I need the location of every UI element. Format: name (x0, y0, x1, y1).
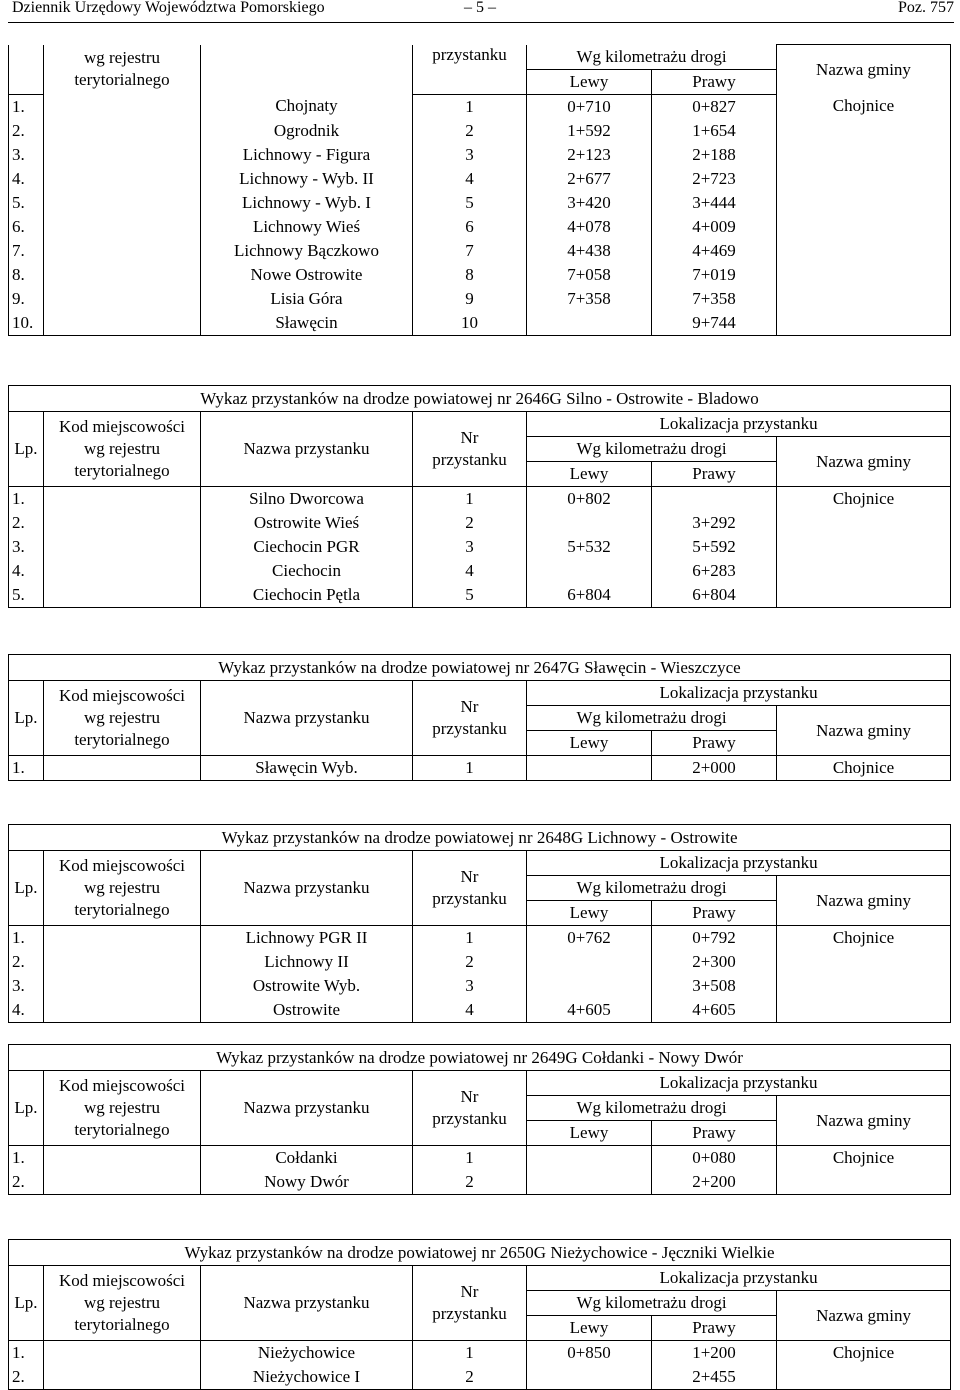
nr-header (413, 1071, 527, 1146)
cell-name: Silno Dworcowa (201, 487, 413, 512)
cell-lp: 2. (9, 1170, 44, 1195)
cell-prawy: 1+654 (652, 119, 777, 143)
kod-header-cont (44, 45, 201, 95)
table-row (9, 950, 951, 974)
cell-name: Lichnowy II (201, 950, 413, 974)
table-row (9, 167, 951, 191)
cell-gmina (777, 119, 951, 143)
cell-gmina: Chojnice (777, 926, 951, 951)
cell-name: Lichnowy Wieś (201, 215, 413, 239)
cell-kod (44, 926, 201, 951)
cell-prawy: 4+605 (652, 998, 777, 1023)
stops-table (8, 385, 950, 608)
cell-kod (44, 287, 201, 311)
cell-prawy: 7+019 (652, 263, 777, 287)
lp-header: Lp. (9, 851, 44, 926)
kod-line: terytorialnego (74, 70, 170, 90)
kod-line: terytorialnego (74, 730, 170, 749)
gmina-header: Nazwa gminy (777, 437, 951, 487)
cell-lp: 1. (9, 487, 44, 512)
kod-line: wg rejestru (83, 878, 160, 897)
lewy-header: Lewy (527, 1316, 652, 1341)
kod-line: Kod miejscowości (58, 856, 186, 875)
cell-nr: 1 (413, 1146, 527, 1171)
cell-nr: 4 (413, 559, 527, 583)
cell-gmina (777, 311, 951, 336)
kod-line: wg rejestru (83, 439, 160, 458)
cell-nr: 2 (413, 1365, 527, 1390)
table-title: Wykaz przystanków na drodze powiatowej nr 2647G Sławęcin - Wieszczyce (9, 655, 951, 681)
gmina-header: Nazwa gminy (777, 1291, 951, 1341)
kod-line: Kod miejscowości (58, 686, 186, 705)
nr-line: przystanku (432, 450, 507, 469)
cell-prawy: 0+827 (652, 94, 777, 119)
gmina-header: Nazwa gminy (777, 706, 951, 756)
cell-name: Nowy Dwór (201, 1170, 413, 1195)
cell-kod (44, 191, 201, 215)
cell-name: Ogrodnik (201, 119, 413, 143)
cell-lp: 3. (9, 535, 44, 559)
table-row (9, 311, 951, 336)
cell-name: Nowe Ostrowite (201, 263, 413, 287)
cell-lewy: 1+592 (527, 119, 652, 143)
cell-gmina: Chojnice (777, 94, 951, 119)
cell-lewy: 4+438 (527, 239, 652, 263)
cell-name: Ciechocin (201, 559, 413, 583)
kod-line: wg rejestru (83, 1098, 160, 1117)
page-header (0, 0, 960, 22)
cell-gmina (777, 239, 951, 263)
kod-header (44, 681, 201, 756)
cell-nr: 5 (413, 583, 527, 608)
cell-kod (44, 950, 201, 974)
cell-kod (44, 215, 201, 239)
cell-gmina (777, 559, 951, 583)
cell-name: Nieżychowice I (201, 1365, 413, 1390)
cell-lewy: 0+710 (527, 94, 652, 119)
prawy-header: Prawy (652, 901, 777, 926)
cell-lewy: 4+605 (527, 998, 652, 1023)
cell-nr: 7 (413, 239, 527, 263)
kod-line: terytorialnego (74, 461, 170, 480)
nr-line: przystanku (432, 719, 507, 738)
name-header: Nazwa przystanku (201, 1071, 413, 1146)
lp-header: Lp. (9, 1071, 44, 1146)
cell-gmina (777, 263, 951, 287)
cell-lp: 9. (9, 287, 44, 311)
cell-name: Cołdanki (201, 1146, 413, 1171)
cell-lewy (527, 1146, 652, 1171)
cell-nr: 10 (413, 311, 527, 336)
cell-lp: 1. (9, 1341, 44, 1366)
cell-kod (44, 487, 201, 512)
cell-gmina (777, 191, 951, 215)
table-row (9, 583, 951, 608)
cell-prawy: 3+508 (652, 974, 777, 998)
table-row (9, 143, 951, 167)
nr-line: przystanku (432, 1109, 507, 1128)
lp-header: Lp. (9, 412, 44, 487)
cell-kod (44, 1341, 201, 1366)
kod-header (44, 412, 201, 487)
cell-prawy: 4+469 (652, 239, 777, 263)
cell-lp: 4. (9, 167, 44, 191)
cell-lewy: 3+420 (527, 191, 652, 215)
cell-prawy: 2+000 (652, 756, 777, 781)
cell-nr: 4 (413, 167, 527, 191)
cell-gmina (777, 143, 951, 167)
km-header: Wg kilometrażu drogi (527, 706, 777, 731)
cell-name: Lichnowy - Figura (201, 143, 413, 167)
cell-nr: 1 (413, 926, 527, 951)
cell-gmina (777, 511, 951, 535)
cell-nr: 1 (413, 94, 527, 119)
lewy-header: Lewy (527, 901, 652, 926)
lp-header: Lp. (9, 1266, 44, 1341)
cell-name: Ostrowite (201, 998, 413, 1023)
cell-kod (44, 239, 201, 263)
cell-name: Sławęcin Wyb. (201, 756, 413, 781)
kod-header (44, 1266, 201, 1341)
cell-lewy: 6+804 (527, 583, 652, 608)
cell-nr: 4 (413, 998, 527, 1023)
table-row (9, 263, 951, 287)
cell-lewy (527, 511, 652, 535)
cell-prawy: 2+300 (652, 950, 777, 974)
cell-kod (44, 535, 201, 559)
cell-kod (44, 143, 201, 167)
gmina-header: Nazwa gminy (777, 1096, 951, 1146)
table-row (9, 215, 951, 239)
lewy-header: Lewy (527, 1121, 652, 1146)
cell-name: Lichnowy Bączkowo (201, 239, 413, 263)
cell-lp: 2. (9, 511, 44, 535)
lp-header-cont-2 (9, 69, 44, 94)
cell-lewy (527, 1170, 652, 1195)
table-row (9, 998, 951, 1023)
km-header: Wg kilometrażu drogi (527, 437, 777, 462)
table-row (9, 756, 951, 781)
cell-gmina (777, 974, 951, 998)
cell-lp: 5. (9, 191, 44, 215)
cell-lewy (527, 950, 652, 974)
cell-lp: 4. (9, 559, 44, 583)
lp-header: Lp. (9, 681, 44, 756)
km-header: Wg kilometrażu drogi (527, 876, 777, 901)
cell-prawy: 3+292 (652, 511, 777, 535)
cell-lp: 1. (9, 756, 44, 781)
cell-nr: 3 (413, 974, 527, 998)
kod-line: wg rejestru (83, 1293, 160, 1312)
table-row (9, 1341, 951, 1366)
header-rule (8, 22, 954, 23)
table-title: Wykaz przystanków na drodze powiatowej nr 2650G Nieżychowice - Jęczniki Wielkie (9, 1240, 951, 1266)
prawy-header: Prawy (652, 462, 777, 487)
cell-gmina (777, 215, 951, 239)
cell-nr: 2 (413, 950, 527, 974)
cell-nr: 6 (413, 215, 527, 239)
cell-nr: 5 (413, 191, 527, 215)
nr-line: przystanku (432, 1304, 507, 1323)
cell-lp: 6. (9, 215, 44, 239)
cell-lp: 2. (9, 1365, 44, 1390)
cell-lp: 5. (9, 583, 44, 608)
cell-lp: 8. (9, 263, 44, 287)
stops-table (8, 1044, 950, 1195)
location-header: Lokalizacja przystanku (527, 1266, 951, 1291)
nr-line: Nr (460, 428, 479, 447)
nr-line: Nr (460, 1282, 479, 1301)
cell-nr: 9 (413, 287, 527, 311)
name-header-cont (201, 45, 413, 95)
cell-kod (44, 583, 201, 608)
cell-prawy: 6+283 (652, 559, 777, 583)
cell-nr: 3 (413, 143, 527, 167)
cell-prawy: 9+744 (652, 311, 777, 336)
table-row (9, 287, 951, 311)
nr-header (413, 1266, 527, 1341)
table-row (9, 1170, 951, 1195)
cell-prawy: 7+358 (652, 287, 777, 311)
gmina-header: Nazwa gminy (777, 876, 951, 926)
nr-line: Nr (460, 867, 479, 886)
cell-gmina (777, 167, 951, 191)
cell-lewy: 4+078 (527, 215, 652, 239)
cell-kod (44, 559, 201, 583)
table-row (9, 511, 951, 535)
cell-name: Ciechocin PGR (201, 535, 413, 559)
stops-table (8, 824, 950, 1023)
location-header: Lokalizacja przystanku (527, 412, 951, 437)
table-title: Wykaz przystanków na drodze powiatowej nr 2649G Cołdanki - Nowy Dwór (9, 1045, 951, 1071)
cell-name: Sławęcin (201, 311, 413, 336)
nr-line: Nr (460, 697, 479, 716)
table-title: Wykaz przystanków na drodze powiatowej nr 2646G Silno - Ostrowite - Bladowo (9, 386, 951, 412)
nr-header (413, 412, 527, 487)
cell-name: Ostrowite Wyb. (201, 974, 413, 998)
table-row (9, 239, 951, 263)
table-title: Wykaz przystanków na drodze powiatowej nr 2648G Lichnowy - Ostrowite (9, 825, 951, 851)
cell-name: Lichnowy PGR II (201, 926, 413, 951)
cell-lewy: 0+762 (527, 926, 652, 951)
kod-line: Kod miejscowości (58, 417, 186, 436)
cell-prawy: 2+200 (652, 1170, 777, 1195)
cell-prawy: 2+723 (652, 167, 777, 191)
cell-lewy (527, 311, 652, 336)
location-header: Lokalizacja przystanku (527, 1071, 951, 1096)
km-header: Wg kilometrażu drogi (527, 1291, 777, 1316)
cell-lewy: 2+677 (527, 167, 652, 191)
cell-lewy: 0+802 (527, 487, 652, 512)
cell-gmina: Chojnice (777, 1146, 951, 1171)
cell-gmina (777, 287, 951, 311)
km-header: Wg kilometrażu drogi (527, 1096, 777, 1121)
cell-lp: 7. (9, 239, 44, 263)
cell-nr: 1 (413, 1341, 527, 1366)
nr-header (413, 681, 527, 756)
cell-prawy: 6+804 (652, 583, 777, 608)
cell-nr: 2 (413, 119, 527, 143)
table-row (9, 487, 951, 512)
stops-table (8, 654, 950, 781)
cell-kod (44, 263, 201, 287)
cell-lp: 1. (9, 926, 44, 951)
cell-kod (44, 167, 201, 191)
table-row (9, 119, 951, 143)
table-row (9, 559, 951, 583)
cell-lewy: 7+058 (527, 263, 652, 287)
cell-lp: 3. (9, 143, 44, 167)
lewy-header: Lewy (527, 731, 652, 756)
cell-name: Lichnowy - Wyb. I (201, 191, 413, 215)
kod-line: Kod miejscowości (58, 1076, 186, 1095)
cell-lp: 4. (9, 998, 44, 1023)
cell-lp: 2. (9, 119, 44, 143)
cell-gmina (777, 1170, 951, 1195)
cell-name: Ciechocin Pętla (201, 583, 413, 608)
name-header: Nazwa przystanku (201, 412, 413, 487)
cell-gmina: Chojnice (777, 487, 951, 512)
kod-line: wg rejestru (83, 48, 160, 68)
nr-header-cont-2 (413, 69, 527, 94)
prawy-header: Prawy (652, 731, 777, 756)
position-number: Poz. 757 (898, 0, 954, 16)
table-row (9, 1146, 951, 1171)
cell-gmina (777, 535, 951, 559)
cell-prawy: 0+792 (652, 926, 777, 951)
kod-line: Kod miejscowości (58, 1271, 186, 1290)
km-header-cont: Wg kilometrażu drogi (527, 45, 777, 70)
cell-name: Chojnaty (201, 94, 413, 119)
cell-prawy (652, 487, 777, 512)
cell-gmina (777, 950, 951, 974)
kod-header (44, 851, 201, 926)
cell-prawy: 1+200 (652, 1341, 777, 1366)
cell-name: Lichnowy - Wyb. II (201, 167, 413, 191)
cell-prawy: 4+009 (652, 215, 777, 239)
cell-nr: 2 (413, 1170, 527, 1195)
cell-nr: 3 (413, 535, 527, 559)
cell-name: Nieżychowice (201, 1341, 413, 1366)
cell-lp: 3. (9, 974, 44, 998)
cell-kod (44, 511, 201, 535)
lewy-header: Lewy (527, 462, 652, 487)
nr-line: Nr (460, 1087, 479, 1106)
cell-gmina: Chojnice (777, 1341, 951, 1366)
journal-title: Dziennik Urzędowy Województwa Pomorskiego (12, 0, 325, 16)
cell-kod (44, 311, 201, 336)
cell-prawy: 5+592 (652, 535, 777, 559)
cell-nr: 2 (413, 511, 527, 535)
cell-nr: 8 (413, 263, 527, 287)
cell-kod (44, 1146, 201, 1171)
cell-gmina: Chojnice (777, 756, 951, 781)
cell-kod (44, 974, 201, 998)
cell-prawy: 3+444 (652, 191, 777, 215)
table-row (9, 926, 951, 951)
name-header: Nazwa przystanku (201, 1266, 413, 1341)
location-header: Lokalizacja przystanku (527, 681, 951, 706)
cell-lp: 10. (9, 311, 44, 336)
prawy-header: Prawy (652, 1316, 777, 1341)
table-row (9, 535, 951, 559)
name-header: Nazwa przystanku (201, 681, 413, 756)
nr-header-cont: przystanku (413, 45, 527, 70)
cell-prawy: 0+080 (652, 1146, 777, 1171)
location-header: Lokalizacja przystanku (527, 851, 951, 876)
cell-name: Ostrowite Wieś (201, 511, 413, 535)
cell-lewy (527, 756, 652, 781)
nr-header (413, 851, 527, 926)
table-row (9, 974, 951, 998)
cell-lp: 1. (9, 1146, 44, 1171)
kod-line: terytorialnego (74, 1120, 170, 1139)
cell-prawy: 2+455 (652, 1365, 777, 1390)
cell-nr: 1 (413, 487, 527, 512)
cell-nr: 1 (413, 756, 527, 781)
table-row (9, 191, 951, 215)
table-row (9, 94, 951, 119)
cell-gmina (777, 583, 951, 608)
cell-lp: 2. (9, 950, 44, 974)
nr-line: przystanku (432, 889, 507, 908)
cell-kod (44, 1170, 201, 1195)
cell-lewy: 7+358 (527, 287, 652, 311)
lewy-header-cont: Lewy (527, 69, 652, 94)
cell-lewy: 5+532 (527, 535, 652, 559)
lp-header-cont (9, 45, 44, 70)
cell-lp: 1. (9, 94, 44, 119)
cell-lewy (527, 559, 652, 583)
cell-lewy: 2+123 (527, 143, 652, 167)
kod-line: wg rejestru (83, 708, 160, 727)
cell-kod (44, 998, 201, 1023)
cell-prawy: 2+188 (652, 143, 777, 167)
cell-name: Lisia Góra (201, 287, 413, 311)
gmina-header-cont: Nazwa gminy (777, 45, 951, 95)
page-number: – 5 – (464, 0, 496, 16)
cell-lewy (527, 974, 652, 998)
kod-line: terytorialnego (74, 1315, 170, 1334)
name-header: Nazwa przystanku (201, 851, 413, 926)
stops-table (8, 1239, 950, 1390)
continued-table (8, 44, 950, 336)
cell-kod (44, 94, 201, 119)
kod-line: terytorialnego (74, 900, 170, 919)
prawy-header-cont: Prawy (652, 69, 777, 94)
prawy-header: Prawy (652, 1121, 777, 1146)
cell-gmina (777, 998, 951, 1023)
kod-header (44, 1071, 201, 1146)
cell-lewy: 0+850 (527, 1341, 652, 1366)
cell-kod (44, 119, 201, 143)
cell-kod (44, 756, 201, 781)
